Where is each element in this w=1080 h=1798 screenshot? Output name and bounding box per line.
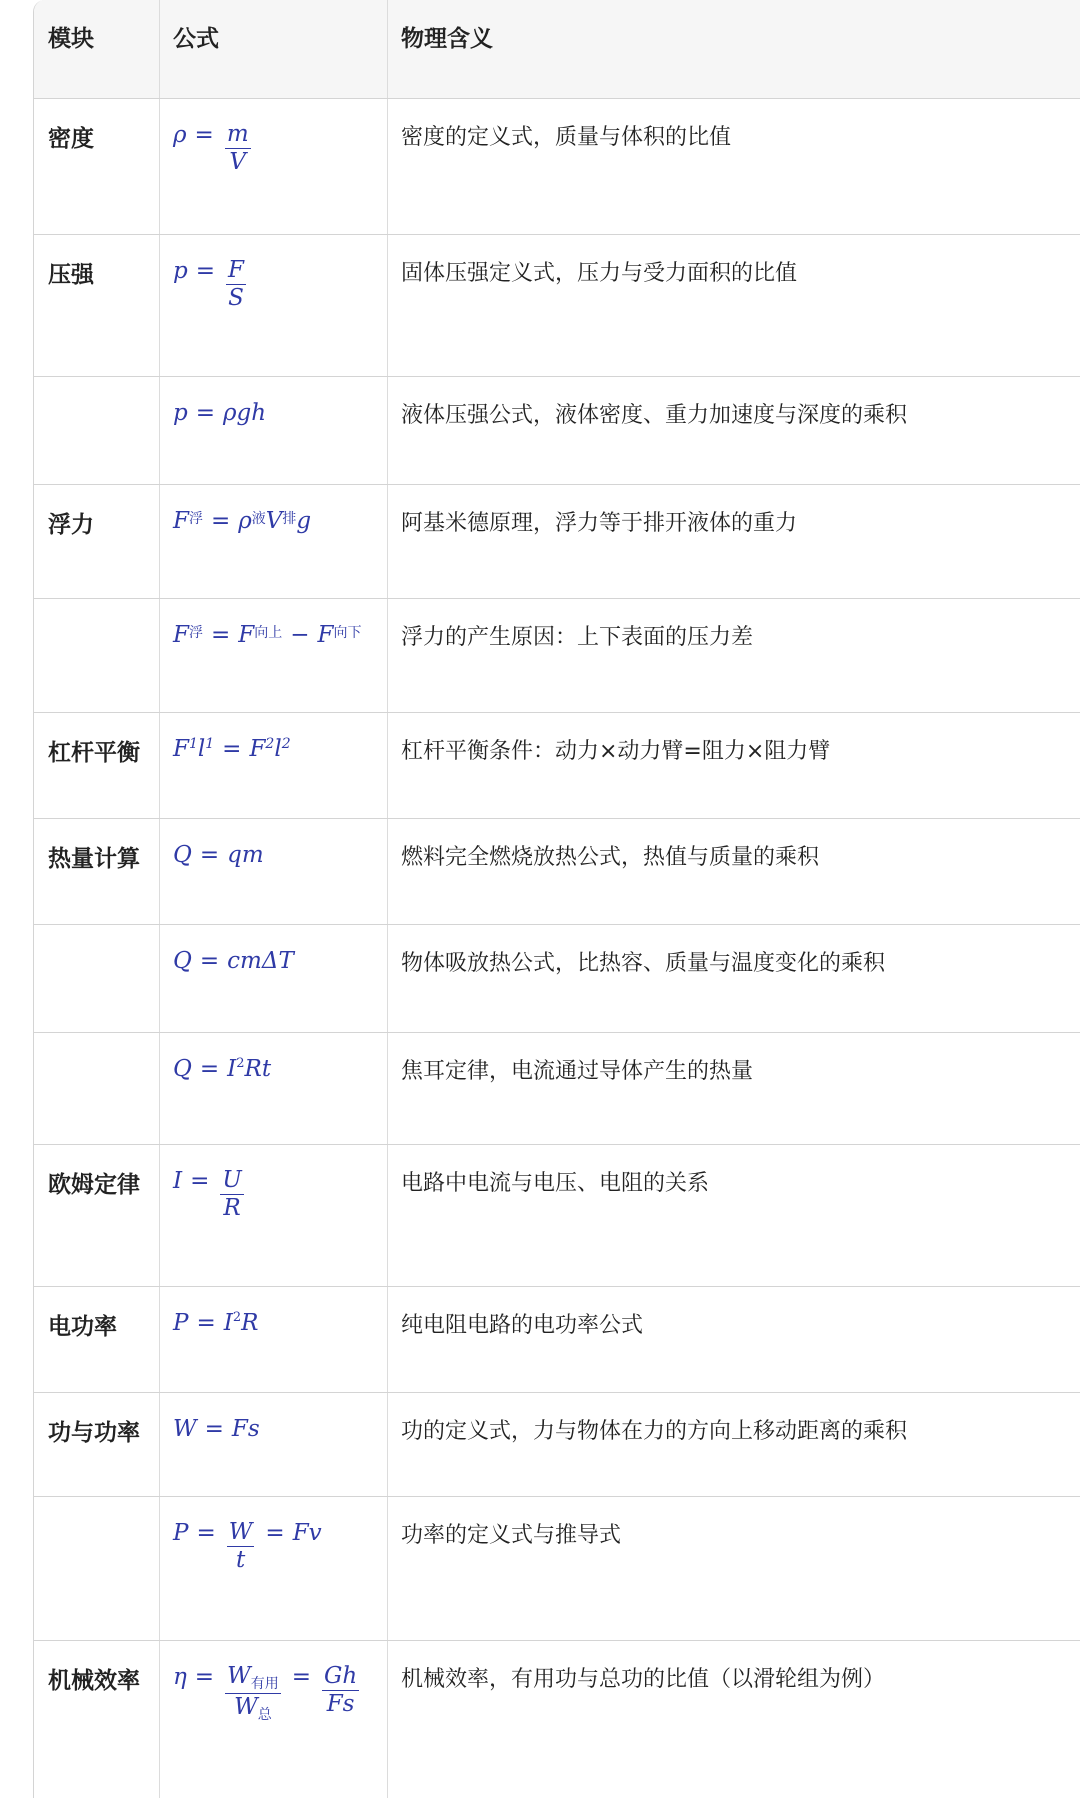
meaning-cell: 燃料完全燃烧放热公式，热值与质量的乘积 — [401, 845, 820, 870]
meaning-cell: 机械效率，有用功与总功的比值（以滑轮组为例） — [401, 1667, 886, 1692]
formula-pressure-difference: F 浮 = F 向上 − F 向下 — [173, 622, 362, 648]
meaning-cell: 物体吸放热公式，比热容、质量与温度变化的乘积 — [401, 951, 886, 976]
formula-density: ρ = $\frac{m}{V}$ — [173, 121, 249, 176]
column-divider — [387, 0, 388, 98]
formula-electric-power: P = I $^2$ R — [173, 1310, 259, 1336]
formula-pressure: p = $\frac{F}{S}$ — [173, 257, 244, 312]
formula-cell — [173, 924, 383, 1032]
formula-cell — [173, 1286, 383, 1392]
header-module: 模块 — [48, 26, 94, 52]
table-row — [34, 484, 1080, 599]
formula-cell — [173, 234, 383, 376]
table-row — [34, 1032, 1080, 1145]
meaning-cell: 密度的定义式，质量与体积的比值 — [401, 125, 732, 150]
header-formula: 公式 — [173, 26, 219, 52]
formula-lever: F 1 l 1 = F 2 l 2 — [173, 736, 291, 762]
meaning-cell: 功率的定义式与推导式 — [401, 1523, 622, 1548]
meaning-cell: 阿基米德原理，浮力等于排开液体的重力 — [401, 511, 798, 536]
formula-cell — [173, 1496, 383, 1640]
meaning-cell: 纯电阻电路的电功率公式 — [401, 1313, 644, 1338]
table-row — [34, 1144, 1080, 1287]
formula-cell — [173, 1032, 383, 1144]
table-header — [34, 0, 1080, 99]
formula-cell — [173, 98, 383, 234]
formula-table — [33, 0, 1080, 1798]
meaning-cell: 液体压强公式，液体密度、重力加速度与深度的乘积 — [401, 403, 908, 428]
formula-work: W = Fs — [173, 1416, 260, 1442]
module-cell: 机械效率 — [48, 1668, 140, 1694]
formula-ohm: I = $\frac{U}{R}$ — [173, 1167, 242, 1222]
meaning-cell: 电路中电流与电压、电阻的关系 — [401, 1171, 710, 1196]
formula-efficiency: η = $\frac{W_{有用}}{W_总}$ = $\frac{Gh}{Fs}$ — [173, 1663, 358, 1724]
table-row — [34, 1286, 1080, 1393]
formula-cell — [173, 1144, 383, 1286]
meaning-cell: 功的定义式，力与物体在力的方向上移动距离的乘积 — [401, 1419, 908, 1444]
formula-cell — [173, 376, 383, 484]
formula-cell — [173, 1640, 383, 1798]
meaning-cell: 焦耳定律，电流通过导体产生的热量 — [401, 1059, 754, 1084]
meaning-cell: 固体压强定义式，压力与受力面积的比值 — [401, 261, 798, 286]
formula-power: P = $\frac{W}{t}$ = Fv — [173, 1519, 322, 1574]
table-row — [34, 1496, 1080, 1641]
formula-cell — [173, 598, 383, 712]
table-row — [34, 234, 1080, 377]
module-cell: 杠杆平衡 — [48, 740, 140, 766]
table-row — [34, 924, 1080, 1033]
table-row — [34, 1392, 1080, 1497]
table-row — [34, 818, 1080, 925]
table-row — [34, 1640, 1080, 1798]
meaning-cell: 杠杆平衡条件：动力×动力臂=阻力×阻力臂 — [401, 739, 831, 764]
module-cell: 密度 — [48, 126, 94, 152]
module-cell: 欧姆定律 — [48, 1172, 140, 1198]
table-row — [34, 598, 1080, 713]
formula-cell — [173, 484, 383, 598]
column-divider — [159, 0, 160, 98]
table-row — [34, 98, 1080, 235]
module-cell: 电功率 — [48, 1314, 117, 1340]
table-row — [34, 712, 1080, 819]
formula-joule: Q = I $^2$ Rt — [173, 1056, 272, 1082]
table-row — [34, 376, 1080, 485]
module-cell: 热量计算 — [48, 846, 140, 872]
formula-archimedes: F 浮 = ρ 液 V 排 g — [173, 508, 312, 534]
formula-cell — [173, 1392, 383, 1496]
formula-specific-heat: Q = cmΔT — [173, 948, 294, 974]
module-cell: 压强 — [48, 262, 94, 288]
formula-cell — [173, 712, 383, 818]
formula-fuel-heat: Q = qm — [173, 842, 264, 868]
module-cell: 浮力 — [48, 512, 94, 538]
header-meaning: 物理含义 — [401, 26, 493, 52]
meaning-cell: 浮力的产生原因：上下表面的压力差 — [401, 625, 754, 650]
module-cell: 功与功率 — [48, 1420, 140, 1446]
formula-liquid-pressure: p = ρgh — [173, 400, 267, 426]
formula-cell — [173, 818, 383, 924]
